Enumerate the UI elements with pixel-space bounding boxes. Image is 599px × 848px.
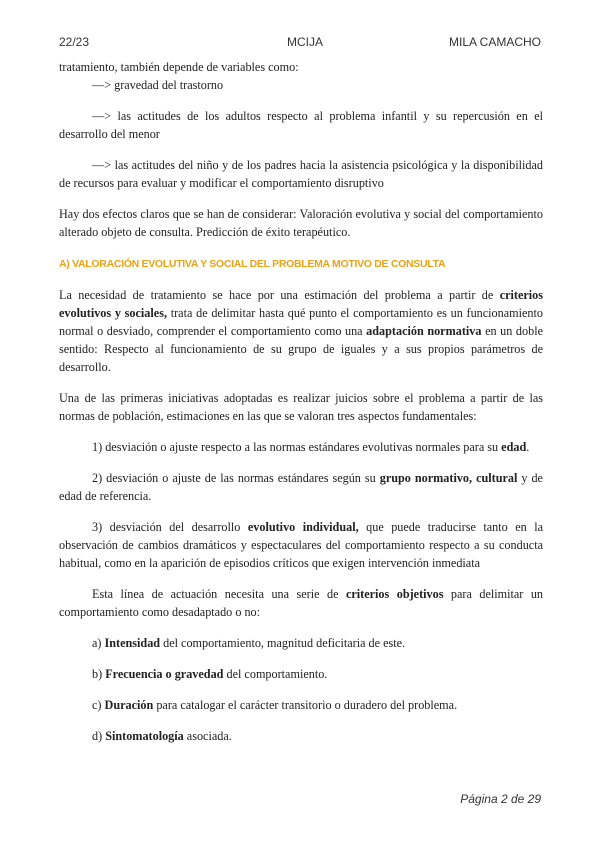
paragraph: tratamiento, también depende de variables como: bbox=[59, 60, 299, 74]
bold-term: Duración bbox=[104, 698, 154, 712]
list-item: 1) desviación o ajuste respecto a las normas estándares evolutivas normales para su edad. bbox=[92, 440, 530, 454]
paragraph: Esta línea de actuación necesita una serie de criterios objetivos para delimitar un comportamiento como desadaptado o no: bbox=[59, 587, 544, 619]
paragraph: Una de las primeras iniciativas adoptadas es realizar juicios sobre el problema a partir de las normas de población, estimaciones en las que se valoran tres aspectos fundamentales: bbox=[59, 391, 543, 423]
paragraph: Hay dos efectos claros que se han de considerar: Valoración evolutiva y social del comportamiento alterado objeto de consulta. Predicción de éxito terapéutico. bbox=[59, 207, 543, 239]
bold-term: criterios objetivos bbox=[345, 587, 444, 601]
bold-term: criterios evolutivos y sociales, bbox=[59, 288, 543, 320]
section-heading: A) VALORACIÓN EVOLUTIVA Y SOCIAL DEL PROBLEMA MOTIVO DE CONSULTA bbox=[59, 258, 446, 270]
list-item: 2) desviación o ajuste de las normas estándares según su grupo normativo, cultural y de edad de referencia. bbox=[59, 471, 543, 503]
document-body bbox=[59, 58, 543, 745]
bold-term: adaptación normativa bbox=[366, 324, 482, 338]
bold-term: edad bbox=[501, 440, 527, 454]
bold-term: Intensidad bbox=[104, 636, 161, 650]
header-course: MCIJA bbox=[287, 35, 323, 49]
header-date: 22/23 bbox=[59, 35, 90, 49]
list-item: —> gravedad del trastorno bbox=[92, 78, 224, 92]
list-item: —> las actitudes de los adultos respecto al problema infantil y su repercusión en el desarrollo del menor bbox=[59, 109, 543, 141]
bold-term: Frecuencia o gravedad bbox=[105, 667, 224, 681]
bold-term: grupo normativo, cultural bbox=[379, 471, 518, 485]
list-item: a) Intensidad del comportamiento, magnitud deficitaria de este. bbox=[92, 636, 406, 650]
page-header bbox=[59, 35, 541, 51]
list-item: c) Duración para catalogar el carácter transitorio o duradero del problema. bbox=[92, 698, 458, 712]
list-item: b) Frecuencia o gravedad del comportamiento. bbox=[92, 667, 328, 681]
bold-term: evolutivo individual, bbox=[247, 520, 359, 534]
list-item: —> las actitudes del niño y de los padres hacia la asistencia psicológica y la disponibilidad de recursos para evaluar y modificar el comportamiento disruptivo bbox=[59, 158, 543, 190]
page-number: Página 2 de 29 bbox=[460, 792, 541, 806]
paragraph: La necesidad de tratamiento se hace por una estimación del problema a partir de criterios evolutivos y sociales, trata de delimitar hasta qué punto el comportamiento es un funcionamiento normal o desviado, comprender el comportamiento como una adaptación normativa en un doble sentido: Respecto al funcionamiento de su grupo de iguales y a sus propios parámetros de desarrollo. bbox=[59, 288, 544, 374]
list-item: d) Sintomatología asociada. bbox=[92, 729, 232, 743]
bold-term: Sintomatología bbox=[105, 729, 184, 743]
list-item: 3) desviación del desarrollo evolutivo individual, que puede traducirse tanto en la observación de cambios dramáticos y espectaculares del comportamiento respecto a su conducta habitual, como en la aparición de episodios críticos que exigen intervención inmediata bbox=[59, 520, 543, 570]
header-author: MILA CAMACHO bbox=[448, 35, 541, 49]
